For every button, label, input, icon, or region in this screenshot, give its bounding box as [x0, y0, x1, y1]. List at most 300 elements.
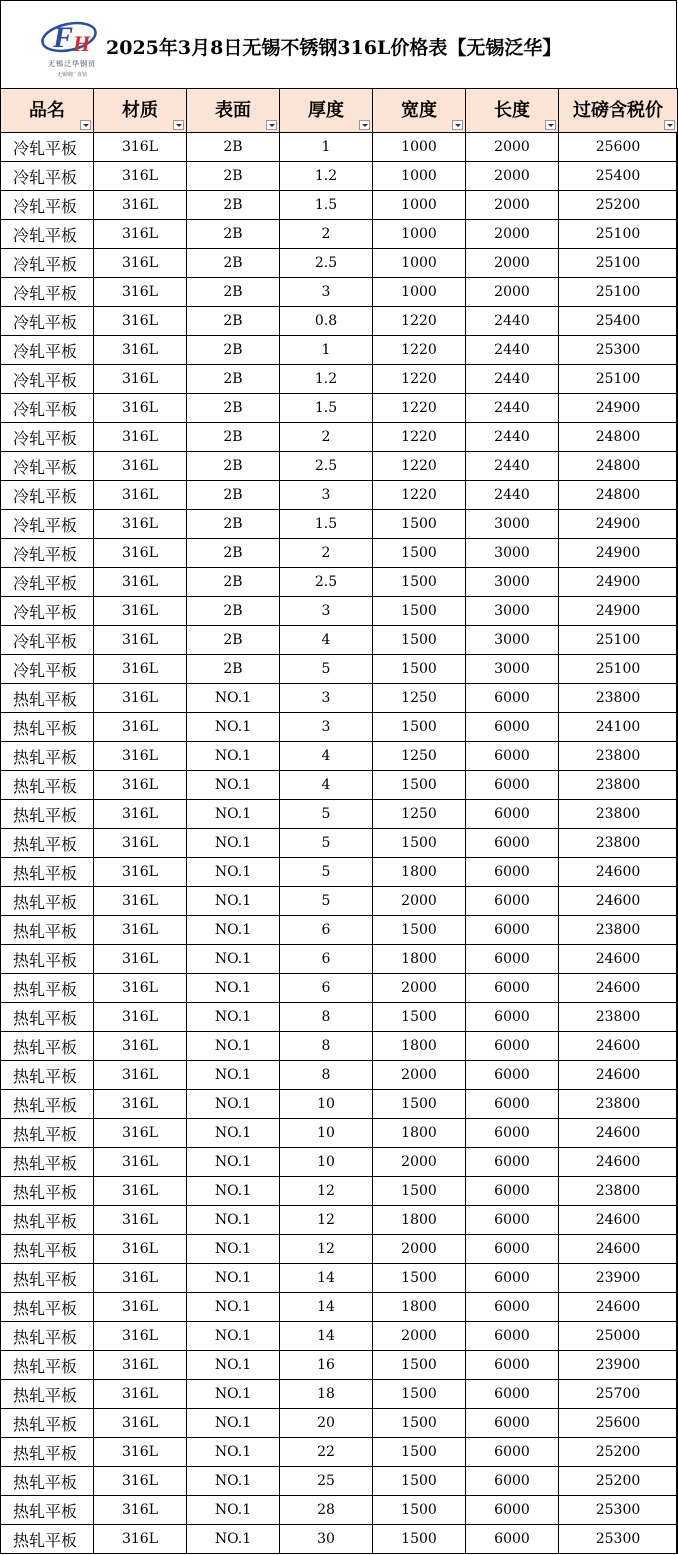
cell-length[interactable]: 6000	[466, 1206, 559, 1235]
cell-material[interactable]: 316L	[94, 1235, 187, 1264]
cell-width[interactable]: 1220	[373, 452, 466, 481]
cell-material[interactable]: 316L	[94, 800, 187, 829]
cell-surface[interactable]: 2B	[187, 539, 280, 568]
cell-price[interactable]: 25100	[559, 626, 678, 655]
cell-price[interactable]: 25200	[559, 1467, 678, 1496]
cell-thickness[interactable]: 5	[280, 887, 373, 916]
cell-thickness[interactable]: 2.5	[280, 568, 373, 597]
cell-price[interactable]: 25100	[559, 249, 678, 278]
cell-width[interactable]: 1500	[373, 597, 466, 626]
cell-thickness[interactable]: 5	[280, 829, 373, 858]
cell-thickness[interactable]: 10	[280, 1148, 373, 1177]
cell-material[interactable]: 316L	[94, 452, 187, 481]
cell-width[interactable]: 1000	[373, 162, 466, 191]
cell-thickness[interactable]: 8	[280, 1003, 373, 1032]
cell-price[interactable]: 25100	[559, 278, 678, 307]
cell-width[interactable]: 1500	[373, 1380, 466, 1409]
filter-dropdown-icon[interactable]	[266, 120, 277, 130]
cell-material[interactable]: 316L	[94, 1177, 187, 1206]
cell-length[interactable]: 6000	[466, 800, 559, 829]
cell-thickness[interactable]: 2	[280, 423, 373, 452]
cell-material[interactable]: 316L	[94, 771, 187, 800]
cell-product[interactable]: 冷轧平板	[1, 365, 94, 394]
cell-surface[interactable]: NO.1	[187, 1293, 280, 1322]
cell-length[interactable]: 6000	[466, 713, 559, 742]
cell-thickness[interactable]: 3	[280, 684, 373, 713]
cell-product[interactable]: 冷轧平板	[1, 278, 94, 307]
filter-dropdown-icon[interactable]	[359, 120, 370, 130]
cell-width[interactable]: 1500	[373, 771, 466, 800]
cell-length[interactable]: 2000	[466, 220, 559, 249]
cell-price[interactable]: 24800	[559, 423, 678, 452]
cell-width[interactable]: 1800	[373, 1206, 466, 1235]
cell-price[interactable]: 24800	[559, 452, 678, 481]
cell-width[interactable]: 1220	[373, 307, 466, 336]
cell-thickness[interactable]: 1.2	[280, 365, 373, 394]
cell-product[interactable]: 热轧平板	[1, 829, 94, 858]
cell-length[interactable]: 6000	[466, 1438, 559, 1467]
cell-surface[interactable]: NO.1	[187, 945, 280, 974]
cell-surface[interactable]: NO.1	[187, 1380, 280, 1409]
cell-material[interactable]: 316L	[94, 713, 187, 742]
cell-price[interactable]: 24600	[559, 1293, 678, 1322]
cell-surface[interactable]: 2B	[187, 423, 280, 452]
cell-price[interactable]: 23800	[559, 742, 678, 771]
cell-width[interactable]: 1500	[373, 1467, 466, 1496]
cell-width[interactable]: 1500	[373, 626, 466, 655]
cell-product[interactable]: 热轧平板	[1, 1293, 94, 1322]
cell-material[interactable]: 316L	[94, 1206, 187, 1235]
cell-product[interactable]: 热轧平板	[1, 1235, 94, 1264]
cell-material[interactable]: 316L	[94, 1061, 187, 1090]
cell-material[interactable]: 316L	[94, 742, 187, 771]
cell-length[interactable]: 6000	[466, 1496, 559, 1525]
cell-surface[interactable]: NO.1	[187, 974, 280, 1003]
cell-material[interactable]: 316L	[94, 626, 187, 655]
cell-surface[interactable]: 2B	[187, 394, 280, 423]
cell-product[interactable]: 冷轧平板	[1, 394, 94, 423]
cell-product[interactable]: 热轧平板	[1, 1061, 94, 1090]
cell-width[interactable]: 1500	[373, 1177, 466, 1206]
cell-product[interactable]: 热轧平板	[1, 1177, 94, 1206]
cell-surface[interactable]: NO.1	[187, 1438, 280, 1467]
cell-price[interactable]: 23800	[559, 916, 678, 945]
cell-product[interactable]: 热轧平板	[1, 1003, 94, 1032]
cell-material[interactable]: 316L	[94, 1264, 187, 1293]
cell-surface[interactable]: 2B	[187, 655, 280, 684]
cell-thickness[interactable]: 8	[280, 1032, 373, 1061]
cell-thickness[interactable]: 2	[280, 220, 373, 249]
cell-width[interactable]: 1500	[373, 1351, 466, 1380]
cell-surface[interactable]: NO.1	[187, 800, 280, 829]
cell-price[interactable]: 24600	[559, 858, 678, 887]
cell-length[interactable]: 6000	[466, 771, 559, 800]
cell-price[interactable]: 23800	[559, 771, 678, 800]
cell-product[interactable]: 热轧平板	[1, 742, 94, 771]
cell-material[interactable]: 316L	[94, 1032, 187, 1061]
cell-surface[interactable]: 2B	[187, 452, 280, 481]
cell-price[interactable]: 24600	[559, 945, 678, 974]
cell-thickness[interactable]: 4	[280, 626, 373, 655]
cell-thickness[interactable]: 18	[280, 1380, 373, 1409]
cell-length[interactable]: 2000	[466, 278, 559, 307]
cell-width[interactable]: 1500	[373, 1090, 466, 1119]
cell-material[interactable]: 316L	[94, 249, 187, 278]
cell-product[interactable]: 冷轧平板	[1, 452, 94, 481]
filter-dropdown-icon[interactable]	[173, 120, 184, 130]
cell-width[interactable]: 1250	[373, 684, 466, 713]
cell-material[interactable]: 316L	[94, 858, 187, 887]
cell-thickness[interactable]: 1.5	[280, 191, 373, 220]
cell-width[interactable]: 1000	[373, 249, 466, 278]
cell-material[interactable]: 316L	[94, 1409, 187, 1438]
cell-width[interactable]: 2000	[373, 1322, 466, 1351]
cell-product[interactable]: 热轧平板	[1, 887, 94, 916]
cell-width[interactable]: 2000	[373, 1148, 466, 1177]
filter-dropdown-icon[interactable]	[452, 120, 463, 130]
cell-width[interactable]: 1500	[373, 510, 466, 539]
cell-width[interactable]: 1800	[373, 858, 466, 887]
cell-length[interactable]: 6000	[466, 945, 559, 974]
cell-width[interactable]: 1220	[373, 423, 466, 452]
cell-product[interactable]: 热轧平板	[1, 1467, 94, 1496]
cell-length[interactable]: 3000	[466, 568, 559, 597]
cell-thickness[interactable]: 3	[280, 481, 373, 510]
cell-product[interactable]: 热轧平板	[1, 1119, 94, 1148]
cell-surface[interactable]: NO.1	[187, 1525, 280, 1554]
cell-length[interactable]: 3000	[466, 597, 559, 626]
cell-product[interactable]: 热轧平板	[1, 974, 94, 1003]
cell-surface[interactable]: NO.1	[187, 1148, 280, 1177]
cell-product[interactable]: 热轧平板	[1, 771, 94, 800]
cell-price[interactable]: 24800	[559, 481, 678, 510]
cell-thickness[interactable]: 0.8	[280, 307, 373, 336]
cell-material[interactable]: 316L	[94, 916, 187, 945]
cell-thickness[interactable]: 10	[280, 1090, 373, 1119]
cell-thickness[interactable]: 12	[280, 1177, 373, 1206]
cell-material[interactable]: 316L	[94, 684, 187, 713]
cell-price[interactable]: 24600	[559, 887, 678, 916]
cell-thickness[interactable]: 14	[280, 1322, 373, 1351]
cell-length[interactable]: 6000	[466, 1380, 559, 1409]
cell-price[interactable]: 24100	[559, 713, 678, 742]
cell-width[interactable]: 2000	[373, 974, 466, 1003]
cell-thickness[interactable]: 14	[280, 1293, 373, 1322]
cell-price[interactable]: 25400	[559, 162, 678, 191]
cell-width[interactable]: 1500	[373, 655, 466, 684]
cell-length[interactable]: 2440	[466, 307, 559, 336]
cell-price[interactable]: 25000	[559, 1322, 678, 1351]
cell-material[interactable]: 316L	[94, 974, 187, 1003]
cell-product[interactable]: 热轧平板	[1, 684, 94, 713]
cell-material[interactable]: 316L	[94, 1293, 187, 1322]
cell-material[interactable]: 316L	[94, 133, 187, 162]
cell-product[interactable]: 冷轧平板	[1, 336, 94, 365]
cell-surface[interactable]: 2B	[187, 365, 280, 394]
cell-material[interactable]: 316L	[94, 655, 187, 684]
cell-width[interactable]: 1000	[373, 133, 466, 162]
cell-material[interactable]: 316L	[94, 1090, 187, 1119]
cell-thickness[interactable]: 2.5	[280, 452, 373, 481]
cell-length[interactable]: 3000	[466, 655, 559, 684]
cell-length[interactable]: 6000	[466, 1235, 559, 1264]
cell-surface[interactable]: NO.1	[187, 1206, 280, 1235]
cell-product[interactable]: 热轧平板	[1, 1032, 94, 1061]
cell-thickness[interactable]: 4	[280, 742, 373, 771]
cell-length[interactable]: 6000	[466, 1322, 559, 1351]
cell-price[interactable]: 25600	[559, 133, 678, 162]
cell-width[interactable]: 1500	[373, 1525, 466, 1554]
cell-product[interactable]: 冷轧平板	[1, 626, 94, 655]
cell-material[interactable]: 316L	[94, 1380, 187, 1409]
cell-thickness[interactable]: 1.5	[280, 394, 373, 423]
cell-length[interactable]: 6000	[466, 1467, 559, 1496]
cell-price[interactable]: 23800	[559, 829, 678, 858]
cell-surface[interactable]: NO.1	[187, 1409, 280, 1438]
cell-length[interactable]: 6000	[466, 1003, 559, 1032]
cell-material[interactable]: 316L	[94, 1496, 187, 1525]
cell-product[interactable]: 热轧平板	[1, 858, 94, 887]
cell-length[interactable]: 6000	[466, 1032, 559, 1061]
cell-material[interactable]: 316L	[94, 1351, 187, 1380]
cell-thickness[interactable]: 22	[280, 1438, 373, 1467]
cell-surface[interactable]: NO.1	[187, 1264, 280, 1293]
cell-product[interactable]: 热轧平板	[1, 1380, 94, 1409]
cell-width[interactable]: 1220	[373, 394, 466, 423]
cell-material[interactable]: 316L	[94, 539, 187, 568]
cell-thickness[interactable]: 5	[280, 655, 373, 684]
cell-thickness[interactable]: 12	[280, 1235, 373, 1264]
cell-price[interactable]: 24900	[559, 597, 678, 626]
cell-material[interactable]: 316L	[94, 1148, 187, 1177]
cell-price[interactable]: 25200	[559, 1438, 678, 1467]
cell-width[interactable]: 1500	[373, 829, 466, 858]
cell-length[interactable]: 3000	[466, 539, 559, 568]
cell-surface[interactable]: 2B	[187, 510, 280, 539]
cell-length[interactable]: 6000	[466, 1351, 559, 1380]
cell-product[interactable]: 热轧平板	[1, 916, 94, 945]
cell-surface[interactable]: 2B	[187, 597, 280, 626]
cell-length[interactable]: 2440	[466, 365, 559, 394]
cell-surface[interactable]: NO.1	[187, 829, 280, 858]
cell-thickness[interactable]: 2.5	[280, 249, 373, 278]
cell-product[interactable]: 冷轧平板	[1, 481, 94, 510]
cell-width[interactable]: 1800	[373, 1293, 466, 1322]
cell-material[interactable]: 316L	[94, 1525, 187, 1554]
cell-product[interactable]: 热轧平板	[1, 1264, 94, 1293]
cell-thickness[interactable]: 2	[280, 539, 373, 568]
cell-price[interactable]: 24900	[559, 568, 678, 597]
cell-thickness[interactable]: 1.5	[280, 510, 373, 539]
cell-price[interactable]: 25700	[559, 1380, 678, 1409]
cell-width[interactable]: 1500	[373, 1409, 466, 1438]
cell-length[interactable]: 6000	[466, 858, 559, 887]
cell-material[interactable]: 316L	[94, 191, 187, 220]
cell-length[interactable]: 6000	[466, 887, 559, 916]
cell-price[interactable]: 24900	[559, 539, 678, 568]
cell-thickness[interactable]: 12	[280, 1206, 373, 1235]
cell-surface[interactable]: 2B	[187, 278, 280, 307]
cell-length[interactable]: 6000	[466, 1148, 559, 1177]
cell-material[interactable]: 316L	[94, 365, 187, 394]
cell-product[interactable]: 冷轧平板	[1, 133, 94, 162]
cell-price[interactable]: 24600	[559, 1206, 678, 1235]
cell-surface[interactable]: NO.1	[187, 771, 280, 800]
cell-material[interactable]: 316L	[94, 829, 187, 858]
filter-dropdown-icon[interactable]	[80, 120, 91, 130]
cell-length[interactable]: 6000	[466, 1061, 559, 1090]
cell-surface[interactable]: NO.1	[187, 1322, 280, 1351]
cell-width[interactable]: 2000	[373, 887, 466, 916]
cell-material[interactable]: 316L	[94, 220, 187, 249]
cell-length[interactable]: 6000	[466, 1409, 559, 1438]
cell-width[interactable]: 2000	[373, 1061, 466, 1090]
cell-price[interactable]: 24600	[559, 1119, 678, 1148]
cell-thickness[interactable]: 1.2	[280, 162, 373, 191]
cell-width[interactable]: 1220	[373, 365, 466, 394]
cell-length[interactable]: 3000	[466, 510, 559, 539]
cell-length[interactable]: 6000	[466, 1119, 559, 1148]
cell-surface[interactable]: 2B	[187, 133, 280, 162]
cell-price[interactable]: 25400	[559, 307, 678, 336]
cell-thickness[interactable]: 25	[280, 1467, 373, 1496]
cell-length[interactable]: 6000	[466, 974, 559, 1003]
cell-material[interactable]: 316L	[94, 1003, 187, 1032]
cell-price[interactable]: 25100	[559, 220, 678, 249]
cell-length[interactable]: 2440	[466, 394, 559, 423]
cell-product[interactable]: 冷轧平板	[1, 191, 94, 220]
cell-thickness[interactable]: 20	[280, 1409, 373, 1438]
cell-price[interactable]: 24900	[559, 510, 678, 539]
cell-surface[interactable]: NO.1	[187, 1496, 280, 1525]
cell-thickness[interactable]: 8	[280, 1061, 373, 1090]
cell-length[interactable]: 2440	[466, 423, 559, 452]
cell-product[interactable]: 冷轧平板	[1, 307, 94, 336]
cell-length[interactable]: 6000	[466, 916, 559, 945]
cell-product[interactable]: 热轧平板	[1, 1525, 94, 1554]
cell-price[interactable]: 23800	[559, 1003, 678, 1032]
cell-product[interactable]: 热轧平板	[1, 1148, 94, 1177]
cell-material[interactable]: 316L	[94, 336, 187, 365]
cell-width[interactable]: 1800	[373, 1032, 466, 1061]
cell-thickness[interactable]: 30	[280, 1525, 373, 1554]
cell-surface[interactable]: NO.1	[187, 1003, 280, 1032]
cell-price[interactable]: 24600	[559, 974, 678, 1003]
cell-thickness[interactable]: 16	[280, 1351, 373, 1380]
cell-length[interactable]: 2000	[466, 191, 559, 220]
cell-product[interactable]: 冷轧平板	[1, 597, 94, 626]
cell-width[interactable]: 1000	[373, 220, 466, 249]
cell-length[interactable]: 2440	[466, 452, 559, 481]
cell-price[interactable]: 25200	[559, 191, 678, 220]
cell-material[interactable]: 316L	[94, 597, 187, 626]
cell-surface[interactable]: NO.1	[187, 684, 280, 713]
cell-width[interactable]: 1220	[373, 336, 466, 365]
cell-length[interactable]: 6000	[466, 1177, 559, 1206]
cell-product[interactable]: 冷轧平板	[1, 655, 94, 684]
cell-surface[interactable]: NO.1	[187, 1177, 280, 1206]
cell-price[interactable]: 25100	[559, 365, 678, 394]
cell-length[interactable]: 2440	[466, 481, 559, 510]
cell-surface[interactable]: 2B	[187, 162, 280, 191]
cell-product[interactable]: 冷轧平板	[1, 510, 94, 539]
cell-thickness[interactable]: 6	[280, 916, 373, 945]
cell-product[interactable]: 热轧平板	[1, 1351, 94, 1380]
cell-surface[interactable]: 2B	[187, 249, 280, 278]
cell-material[interactable]: 316L	[94, 1438, 187, 1467]
cell-product[interactable]: 热轧平板	[1, 1438, 94, 1467]
cell-material[interactable]: 316L	[94, 568, 187, 597]
cell-material[interactable]: 316L	[94, 394, 187, 423]
cell-price[interactable]: 23800	[559, 684, 678, 713]
cell-material[interactable]: 316L	[94, 481, 187, 510]
cell-surface[interactable]: 2B	[187, 336, 280, 365]
cell-price[interactable]: 24600	[559, 1148, 678, 1177]
cell-length[interactable]: 6000	[466, 829, 559, 858]
cell-material[interactable]: 316L	[94, 887, 187, 916]
cell-price[interactable]: 23900	[559, 1351, 678, 1380]
cell-width[interactable]: 1220	[373, 481, 466, 510]
cell-thickness[interactable]: 1	[280, 336, 373, 365]
cell-width[interactable]: 1500	[373, 713, 466, 742]
cell-length[interactable]: 6000	[466, 1264, 559, 1293]
cell-width[interactable]: 1000	[373, 191, 466, 220]
cell-width[interactable]: 1500	[373, 568, 466, 597]
cell-material[interactable]: 316L	[94, 945, 187, 974]
cell-surface[interactable]: NO.1	[187, 713, 280, 742]
cell-price[interactable]: 25100	[559, 655, 678, 684]
cell-length[interactable]: 6000	[466, 742, 559, 771]
cell-thickness[interactable]: 14	[280, 1264, 373, 1293]
cell-thickness[interactable]: 1	[280, 133, 373, 162]
filter-dropdown-icon[interactable]	[664, 120, 675, 130]
cell-surface[interactable]: NO.1	[187, 887, 280, 916]
cell-product[interactable]: 热轧平板	[1, 713, 94, 742]
cell-thickness[interactable]: 3	[280, 713, 373, 742]
cell-width[interactable]: 1500	[373, 1264, 466, 1293]
cell-product[interactable]: 热轧平板	[1, 1090, 94, 1119]
cell-width[interactable]: 1500	[373, 539, 466, 568]
cell-product[interactable]: 冷轧平板	[1, 249, 94, 278]
cell-thickness[interactable]: 3	[280, 597, 373, 626]
cell-price[interactable]: 23800	[559, 800, 678, 829]
cell-thickness[interactable]: 4	[280, 771, 373, 800]
filter-dropdown-icon[interactable]	[545, 120, 556, 130]
cell-length[interactable]: 6000	[466, 1293, 559, 1322]
cell-price[interactable]: 25300	[559, 1496, 678, 1525]
cell-price[interactable]: 25300	[559, 1525, 678, 1554]
cell-price[interactable]: 24900	[559, 394, 678, 423]
cell-width[interactable]: 1800	[373, 1119, 466, 1148]
cell-surface[interactable]: NO.1	[187, 916, 280, 945]
cell-product[interactable]: 冷轧平板	[1, 162, 94, 191]
cell-length[interactable]: 6000	[466, 1090, 559, 1119]
cell-surface[interactable]: NO.1	[187, 1090, 280, 1119]
cell-price[interactable]: 24600	[559, 1032, 678, 1061]
cell-product[interactable]: 热轧平板	[1, 945, 94, 974]
cell-thickness[interactable]: 5	[280, 858, 373, 887]
cell-length[interactable]: 6000	[466, 684, 559, 713]
cell-width[interactable]: 1800	[373, 945, 466, 974]
cell-width[interactable]: 2000	[373, 1235, 466, 1264]
cell-thickness[interactable]: 28	[280, 1496, 373, 1525]
cell-width[interactable]: 1500	[373, 1438, 466, 1467]
cell-material[interactable]: 316L	[94, 278, 187, 307]
cell-product[interactable]: 冷轧平板	[1, 423, 94, 452]
cell-product[interactable]: 热轧平板	[1, 1322, 94, 1351]
cell-thickness[interactable]: 6	[280, 974, 373, 1003]
cell-length[interactable]: 6000	[466, 1525, 559, 1554]
